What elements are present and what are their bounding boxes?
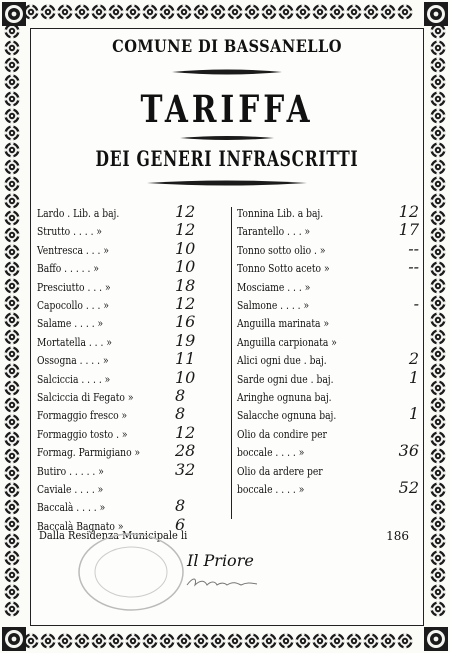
handwritten-price: 17	[398, 220, 419, 240]
handwritten-price: 12	[398, 202, 419, 221]
item-label: Formaggio tosto . »	[37, 427, 128, 441]
left-price-row	[37, 220, 227, 241]
item-label: Salacche ognuna baj.	[237, 409, 337, 423]
flourish-divider	[172, 67, 282, 77]
left-price-row	[37, 481, 227, 499]
right-price-row	[237, 279, 419, 297]
municipal-stamp	[71, 527, 191, 617]
left-price-row	[37, 496, 227, 517]
item-label: Tonno sotto olio . »	[237, 243, 326, 257]
flourish-divider	[147, 178, 307, 188]
left-price-row	[37, 294, 227, 315]
item-label: boccale . . . . »	[237, 483, 305, 496]
handwritten-price: 12	[175, 294, 196, 313]
left-price-row	[37, 312, 227, 333]
document-subtitle: DEI GENERI INFRASCRITTI	[95, 146, 359, 171]
right-price-row	[237, 389, 419, 407]
item-label: Salame . . . . »	[37, 317, 104, 331]
right-price-row	[237, 238, 419, 260]
handwritten-price: 8	[175, 404, 186, 424]
right-price-row	[237, 404, 419, 425]
handwritten-price: 12	[175, 202, 196, 221]
item-label: Anguilla carpionata »	[237, 335, 337, 349]
handwritten-price: 12	[175, 422, 196, 442]
item-label: Salciccia . . . . »	[37, 372, 111, 386]
item-label: Sarde ogni due . baj.	[237, 372, 334, 386]
item-label: Butiro . . . . . »	[37, 464, 104, 478]
tariff-panel	[30, 28, 424, 626]
handwritten-price: 8	[175, 496, 186, 516]
right-price-row	[237, 294, 419, 315]
item-label: Mortatella . . . »	[37, 335, 112, 349]
item-label: Presciutto . . . »	[37, 280, 111, 294]
handwritten-price: 8	[175, 386, 186, 405]
left-price-row	[37, 404, 227, 425]
item-label: Olio da ardere per	[237, 464, 323, 478]
handwritten-price: 32	[175, 459, 196, 479]
right-price-row	[237, 202, 419, 223]
item-label: boccale . . . . »	[237, 446, 305, 460]
handwritten-price: 2	[408, 349, 419, 369]
left-price-row	[37, 349, 227, 370]
column-divider	[231, 207, 232, 519]
handwritten-price: 52	[398, 478, 419, 497]
left-price-row	[37, 441, 227, 462]
item-label: Tarantello . . . »	[237, 225, 311, 239]
item-label: Capocollo . . . »	[37, 299, 109, 312]
handwritten-price: 10	[175, 238, 196, 258]
item-label: Formaggio fresco »	[37, 409, 128, 423]
item-label: Baffo . . . . . »	[37, 262, 99, 276]
item-label: Olio da condire per	[237, 427, 327, 441]
right-price-row	[237, 315, 419, 333]
left-price-row	[37, 257, 227, 278]
handwritten-price: 19	[175, 330, 196, 350]
left-price-row	[37, 422, 227, 444]
right-price-row	[237, 349, 419, 370]
item-label: Strutto . . . . »	[37, 225, 103, 239]
handwritten-price: 1	[408, 367, 419, 387]
item-label: Baccalà Bagnato »	[37, 519, 124, 533]
right-price-row	[237, 463, 419, 481]
right-price-row	[237, 441, 419, 462]
handwritten-price: -	[413, 294, 419, 313]
item-label: Lardo . Lib. a baj.	[37, 207, 120, 220]
left-price-row	[37, 275, 227, 297]
handwritten-price: --	[408, 257, 419, 277]
item-label: Mosciame . . . »	[237, 280, 311, 294]
document-title: TARIFFA	[140, 87, 314, 131]
handwritten-signature	[185, 573, 265, 591]
left-price-row	[37, 459, 227, 481]
left-price-row	[37, 330, 227, 352]
right-price-row	[237, 257, 419, 278]
handwritten-price: --	[408, 238, 419, 258]
handwritten-price: 11	[175, 349, 196, 369]
priore-title: Il Priore	[187, 551, 254, 570]
right-price-row	[237, 334, 419, 352]
item-label: Ventresca . . . »	[37, 243, 109, 257]
left-price-row	[37, 386, 227, 407]
left-price-row	[37, 238, 227, 260]
right-price-row	[237, 220, 419, 241]
handwritten-price: 10	[175, 367, 196, 387]
handwritten-price: 12	[175, 220, 196, 240]
left-price-row	[37, 367, 227, 389]
residence-text: Dalla Residenza Municipale li	[39, 529, 188, 542]
right-price-row	[237, 478, 419, 499]
flourish-divider	[180, 134, 274, 142]
handwritten-price: 28	[175, 441, 196, 461]
handwritten-price: 18	[175, 275, 196, 295]
handwritten-price: 1	[408, 404, 419, 424]
handwritten-price: 10	[175, 257, 196, 277]
year-text: 186	[386, 529, 409, 543]
item-label: Baccalà . . . . »	[37, 501, 106, 515]
right-price-row	[237, 426, 419, 444]
item-label: Tonno Sotto aceto »	[237, 262, 330, 276]
item-label: Salciccia di Fegato »	[37, 391, 134, 404]
item-label: Alici ogni due . baj.	[237, 354, 327, 368]
item-label: Anguilla marinata »	[237, 317, 330, 331]
item-label: Formag. Parmigiano »	[37, 446, 141, 460]
item-label: Salmone . . . . »	[237, 299, 310, 312]
handwritten-price: 16	[175, 312, 196, 332]
municipality-heading: COMUNE DI BASSANELLO	[112, 37, 342, 57]
item-label: Caviale . . . . »	[37, 483, 104, 496]
item-label: Aringhe ognuna baj.	[237, 391, 332, 404]
left-price-row	[37, 202, 227, 223]
handwritten-price: 36	[398, 441, 419, 461]
right-price-row	[237, 367, 419, 389]
handwritten-price: 6	[175, 514, 186, 534]
item-label: Tonnina Lib. a baj.	[237, 207, 324, 220]
item-label: Ossogna . . . . »	[37, 354, 109, 368]
